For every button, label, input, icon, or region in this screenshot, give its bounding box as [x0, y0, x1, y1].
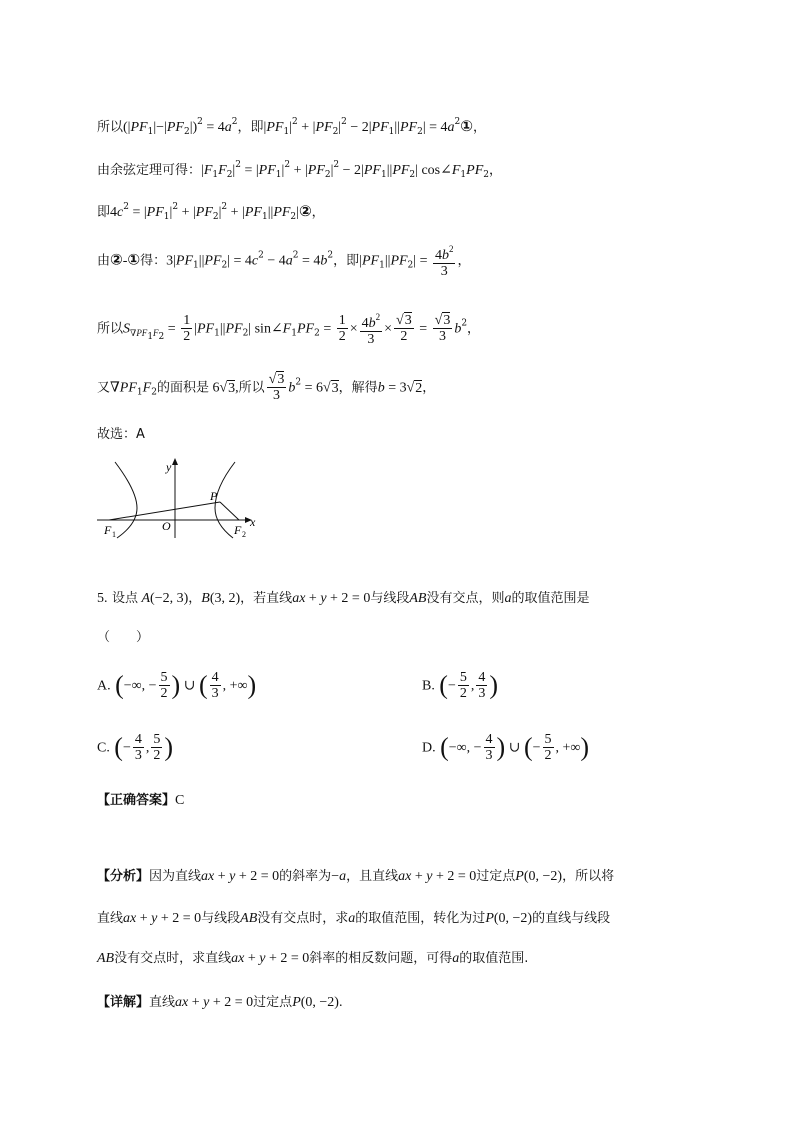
option-c[interactable]: C. (− $\frac{4}{3}$ , $\frac{5}{2}$ ) [97, 732, 174, 763]
option-d[interactable]: D. (−∞, − $\frac{4}{3}$ ) ∪ (− $\frac{5}{2}$ , +∞) [422, 732, 590, 763]
y-axis-arrow [172, 458, 178, 465]
line-pf2 [220, 502, 239, 520]
option-b[interactable]: B. (− $\frac{5}{2}$ , $\frac{4}{3}$ ) [422, 670, 499, 701]
solution-line-4: 由②-①得：$3|PF_1||PF_2| = 4c^2 - 4a^2 = 4b^2$，即$|PF_1||PF_2|$ = $\frac{4b^2}{3}$ ， [97, 244, 471, 279]
f1-label: F [104, 523, 112, 537]
text: 所以 [97, 120, 124, 135]
answer-line: 故选：A [97, 427, 145, 442]
analysis-line-3: AB没有交点时，求直线ax + y + 2 = 0斜率的相反数问题，可得a的取值范围. [97, 951, 529, 966]
question-5-stem: 5. 设点 A(−2, 3)，B(3, 2)，若直线ax + y + 2 = 0与线段AB没有交点，则a的取值范围是 [97, 591, 590, 606]
left-branch-curve [115, 462, 137, 538]
f2-label: F [234, 523, 242, 537]
detail-line: 【详解】直线ax + y + 2 = 0过定点P(0, −2). [97, 995, 343, 1010]
y-label: y [166, 460, 172, 474]
solution-line-6: 又$\nabla PF_1F_2$的面积是 6√3,所以 $\frac{√3}{3}$ $b^2 = 6√3$，解得b = 3√2， [97, 372, 436, 403]
solution-line-1: 所以$(|PF_1|-|PF_2|)^2 = 4a^2$，即$|PF_1|^2 + |PF_2|^2 - 2|PF_1||PF_2|$ = $4a^2①$， [97, 117, 486, 137]
p-label: P [210, 489, 218, 503]
solution-line-2: 由余弦定理可得：$|F_1F_2|^2 = |PF_1|^2 + |PF_2|^2 - 2|PF_1||PF_2|$ $\cos\angle F_1PF_2$， [97, 160, 503, 180]
circled-one: ① [460, 117, 473, 135]
line-pf1 [109, 502, 220, 520]
text: 由余弦定理可得： [97, 163, 202, 178]
solution-line-5: 所以$S_{\nabla PF_1F_2}$ = $\frac{1}{2}$ $|PF_1||PF_2|$ $\sin\angle F_1PF_2$ = $\frac{1}{2}$ × $\frac{4b^2}{3}$ × $\frac{√3}{2}$ = $\frac{√3}{3}$ $b^2$， [97, 312, 481, 347]
question-paren: （ ） [97, 630, 150, 645]
analysis-line-1: 【分析】因为直线ax + y + 2 = 0的斜率为−a，且直线ax + y + 2 = 0过定点P(0, −2)，所以将 [97, 869, 615, 884]
o-label: O [162, 519, 171, 533]
solution-line-3: 即$4c^2 = |PF_1|^2 + |PF_2|^2$ + $|PF_1||PF_2|②$， [97, 202, 325, 222]
f1-subscript: 1 [112, 530, 116, 539]
question-number: 5. [97, 591, 108, 606]
x-label: x [250, 515, 256, 529]
text: ，即 [237, 120, 264, 135]
hyperbola-figure [95, 458, 270, 540]
analysis-line-2: 直线ax + y + 2 = 0与线段AB没有交点时，求a的取值范围，转化为过P(0, −2)的直线与线段 [97, 911, 611, 926]
circled-two: ② [298, 202, 312, 220]
f2-subscript: 2 [242, 530, 246, 539]
option-a[interactable]: A. (−∞, − $\frac{5}{2}$ ) ∪ ( $\frac{4}{3}$ , +∞) [97, 670, 257, 701]
correct-answer: 【正确答案】C [97, 793, 185, 808]
right-branch-curve [215, 462, 235, 538]
